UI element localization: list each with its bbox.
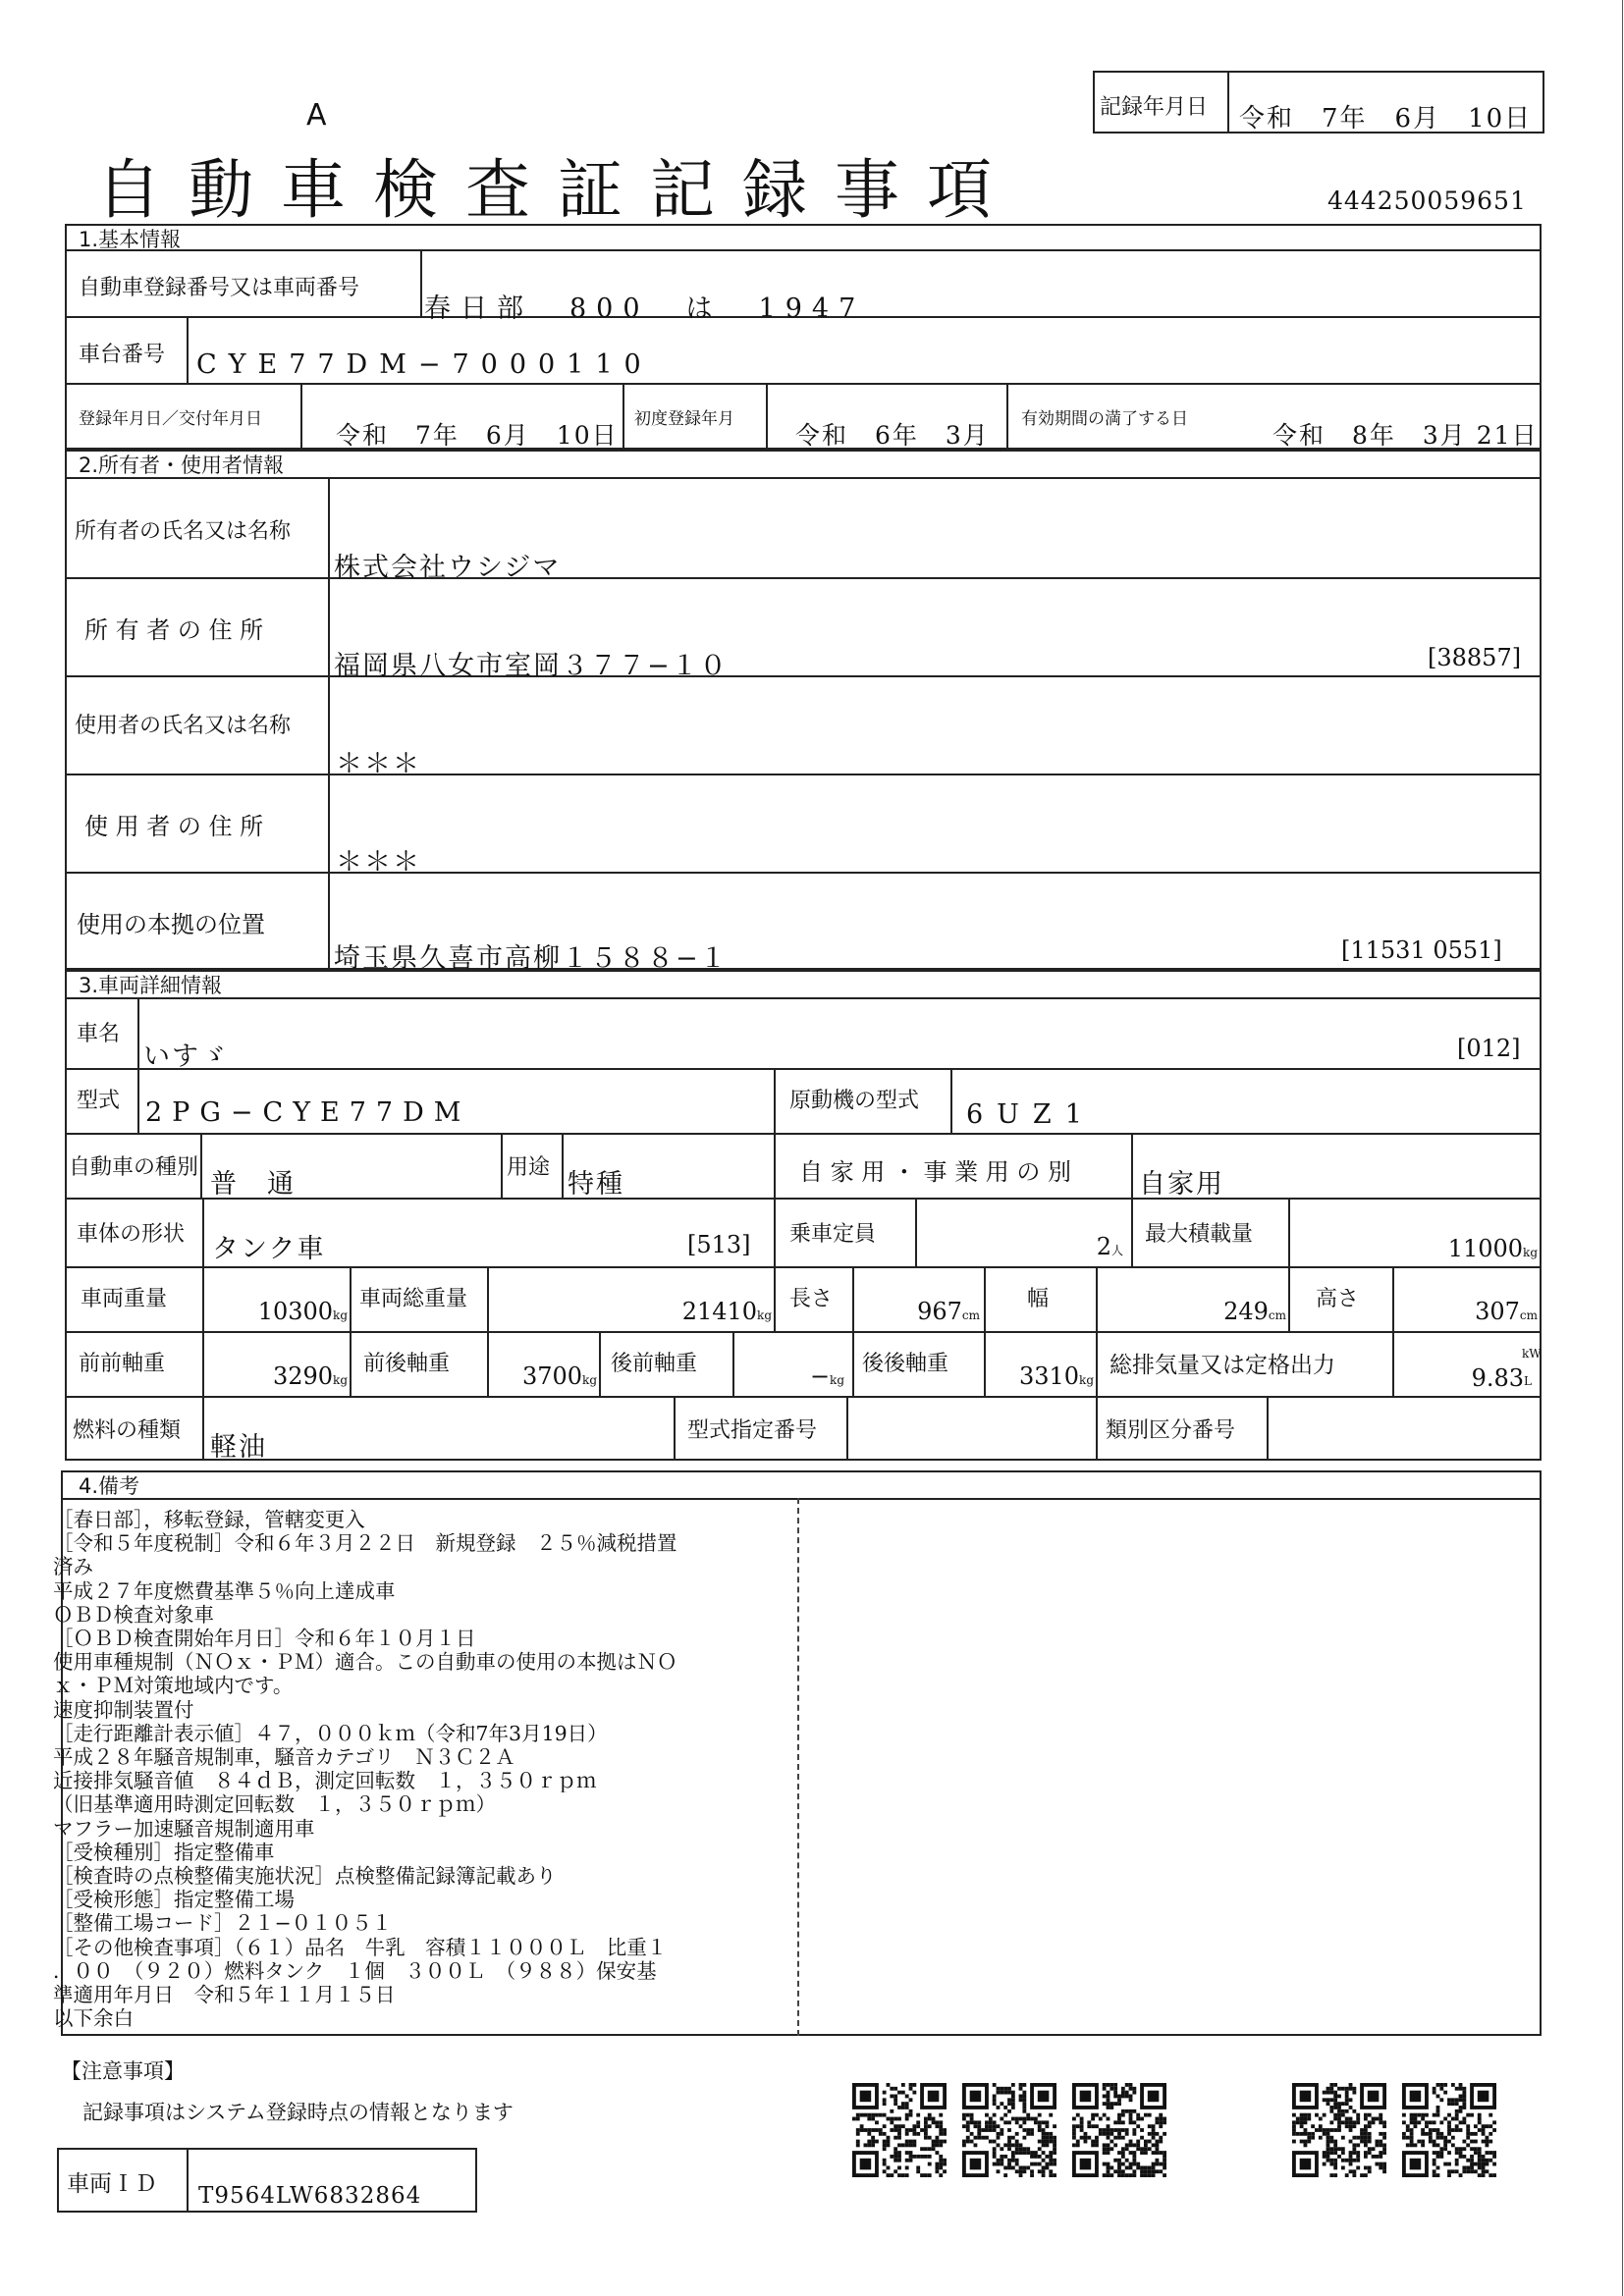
- max-load-label: 最大積載量: [1145, 1222, 1254, 1247]
- front-front-axle: 3290kg: [272, 1362, 348, 1390]
- remark-line: （旧基準適用時測定回転数 １，３５０ｒｐｍ）: [53, 1792, 496, 1817]
- expiry-date: 令和 8年 3月 21日: [1272, 421, 1539, 450]
- remark-line: ＯＢＤ検査対象車: [53, 1602, 214, 1627]
- vehicle-weight-label: 車両重量: [81, 1287, 168, 1311]
- vehicle-kind-label: 自動車の種別: [69, 1155, 199, 1180]
- qr-code: [1292, 2083, 1386, 2177]
- base-location-code: [11531 0551]: [1341, 936, 1502, 964]
- remark-line: ［受検形態］指定整備工場: [53, 1888, 295, 1912]
- remark-line: 平成２７年度燃費基準５％向上達成車: [53, 1578, 396, 1603]
- width-label: 幅: [1027, 1287, 1050, 1311]
- reg-date: 令和 7年 6月 10日: [336, 421, 619, 450]
- chassis-label: 車台番号: [79, 343, 166, 367]
- base-location: 埼玉県久喜市高柳１５８８−１: [334, 943, 729, 974]
- length: 967cm: [917, 1298, 980, 1325]
- front-front-axle-label: 前前軸重: [79, 1352, 166, 1376]
- class-number-label: 類別区分番号: [1106, 1418, 1236, 1443]
- page-title: 自動車検査証記録事項: [96, 152, 1019, 228]
- gross-weight: 21410kg: [681, 1298, 772, 1325]
- max-load: 11000kg: [1447, 1235, 1538, 1262]
- remark-line: ｘ・ＰＭ対策地域内です。: [53, 1674, 294, 1698]
- private-business-label: 自 家 用 ・ 事 業 用 の 別: [799, 1158, 1072, 1186]
- section1-heading: 1.基本情報: [79, 228, 182, 251]
- car-name: いすゞ: [143, 1041, 229, 1072]
- first-reg-date: 令和 6年 3月: [795, 421, 990, 450]
- front-rear-axle: 3700kg: [521, 1362, 597, 1390]
- qr-code: [1402, 2083, 1496, 2177]
- remarks-list: [53, 1508, 797, 2030]
- vehicle-id: T9564LW6832864: [198, 2183, 422, 2209]
- owner-name: 株式会社ウシジマ: [334, 553, 562, 583]
- reg-no-label: 自動車登録番号又は車両番号: [79, 276, 360, 300]
- remark-line: 使用車種規制（ＮＯｘ・ＰＭ）適合。この自動車の使用の本拠はＮＯ: [53, 1650, 677, 1675]
- use-label: 用途: [507, 1155, 551, 1180]
- first-reg-label: 初度登録年月: [634, 409, 734, 429]
- model: 2PG−CYE77DM: [145, 1097, 471, 1128]
- remark-line: ．００ （９２０）燃料タンク １個 ３００Ｌ （９８８）保安基: [53, 1958, 657, 1983]
- capacity-label: 乗車定員: [789, 1222, 877, 1247]
- body-shape-label: 車体の形状: [77, 1222, 186, 1247]
- remark-line: マフラー加速騒音規制適用車: [53, 1816, 315, 1841]
- remark-line: ［走行距離計表示値］４７，０００ｋｍ（令和7年3月19日）: [53, 1721, 608, 1745]
- qr-code: [962, 2083, 1056, 2177]
- owner-address-label: 所 有 者 の 住 所: [84, 616, 264, 644]
- expiry-label: 有効期間の満了する日: [1021, 409, 1188, 429]
- section4-heading: 4.備考: [79, 1474, 140, 1498]
- record-date-label: 記録年月日: [1100, 95, 1209, 120]
- displacement-label: 総排気量又は定格出力: [1110, 1353, 1335, 1378]
- qr-code: [1072, 2083, 1166, 2177]
- remark-line: ［春日部］，移転登録，管轄変更入: [53, 1508, 365, 1531]
- length-label: 長さ: [789, 1287, 834, 1311]
- remark-line: 以下余白: [53, 2006, 134, 2031]
- vehicle-id-label: 車両ＩＤ: [67, 2171, 157, 2197]
- user-address: ＊＊＊: [336, 847, 421, 878]
- user-name-label: 使用者の氏名又は名称: [75, 714, 292, 738]
- displacement-unit-kw: kW: [1522, 1347, 1542, 1361]
- remark-line: 平成２８年騒音規制車，騒音カテゴリ Ｎ３Ｃ２Ａ: [53, 1745, 515, 1770]
- remark-line: ［その他検査事項］（６１）品名 牛乳 容積１１０００Ｌ 比重１: [53, 1935, 668, 1959]
- engine-label: 原動機の型式: [789, 1089, 920, 1113]
- private-business: 自家用: [1139, 1169, 1224, 1200]
- base-location-label: 使用の本拠の位置: [77, 911, 265, 938]
- height: 307cm: [1475, 1298, 1538, 1325]
- displacement: 9.83: [1471, 1364, 1524, 1392]
- capacity: 2人: [1096, 1233, 1123, 1260]
- body-shape: タンク車: [212, 1234, 326, 1264]
- user-address-label: 使 用 者 の 住 所: [84, 813, 264, 840]
- rear-rear-axle-label: 後後軸重: [862, 1352, 949, 1376]
- type-designation-label: 型式指定番号: [687, 1418, 818, 1443]
- body-shape-code: [513]: [687, 1231, 751, 1258]
- page-marker: A: [306, 98, 327, 133]
- rear-front-axle-label: 後前軸重: [611, 1352, 698, 1376]
- notice-heading: 【注意事項】: [61, 2059, 185, 2083]
- fuel-label: 燃料の種類: [73, 1418, 182, 1443]
- car-name-code: [012]: [1457, 1035, 1521, 1062]
- remark-line: ［整備工場コード］２１−０１０５１: [53, 1911, 393, 1936]
- front-rear-axle-label: 前後軸重: [363, 1352, 451, 1376]
- qr-code: [852, 2083, 947, 2177]
- remark-line: 済み: [53, 1555, 93, 1579]
- owner-name-label: 所有者の氏名又は名称: [75, 519, 292, 544]
- remark-line: ［検査時の点検整備実施状況］点検整備記録簿記載あり: [53, 1864, 557, 1889]
- car-name-label: 車名: [77, 1022, 121, 1046]
- engine-model: 6UZ1: [966, 1099, 1096, 1130]
- record-date: 令和 7年 6月 10日: [1239, 104, 1533, 133]
- reg-date-label: 登録年月日／交付年月日: [79, 409, 262, 429]
- section3-heading: 3.車両詳細情報: [79, 974, 223, 997]
- width: 249cm: [1223, 1298, 1286, 1325]
- vehicle-kind: 普 通: [210, 1169, 296, 1200]
- rear-rear-axle: 3310kg: [1018, 1362, 1094, 1390]
- owner-address-code: [38857]: [1428, 644, 1522, 671]
- owner-address: 福岡県八女市室岡３７７−１０: [334, 651, 729, 681]
- model-label: 型式: [77, 1089, 121, 1113]
- displacement-unit-l: L: [1524, 1374, 1532, 1388]
- chassis-number: CYE77DM−7000110: [196, 349, 653, 380]
- remark-line: ［令和５年度税制］令和６年３月２２日 新規登録 ２５％減税措置: [53, 1531, 677, 1556]
- remark-line: ［ＯＢＤ検査開始年月日］令和６年１０月１日: [53, 1627, 476, 1651]
- vehicle-weight: 10300kg: [257, 1298, 348, 1325]
- remark-line: ［受検種別］指定整備車: [53, 1840, 275, 1864]
- height-label: 高さ: [1316, 1287, 1360, 1311]
- use: 特種: [568, 1169, 624, 1200]
- document-number: 444250059651: [1327, 187, 1527, 215]
- fuel-type: 軽油: [210, 1432, 267, 1463]
- user-name: ＊＊＊: [336, 749, 421, 779]
- notice-text: 記録事項はシステム登録時点の情報となります: [82, 2101, 514, 2124]
- rear-front-axle: −kg: [809, 1362, 844, 1390]
- section2-heading: 2.所有者・使用者情報: [79, 454, 285, 477]
- remark-line: 準適用年月日 令和５年１１月１５日: [53, 1983, 396, 2007]
- reg-no: 春日部 800 は 1947: [424, 294, 866, 324]
- gross-weight-label: 車両総重量: [359, 1287, 468, 1311]
- remark-line: 速度抑制装置付: [53, 1697, 194, 1722]
- remark-line: 近接排気騒音値 ８４ｄＢ，測定回転数 １，３５０ｒｐｍ: [53, 1769, 597, 1793]
